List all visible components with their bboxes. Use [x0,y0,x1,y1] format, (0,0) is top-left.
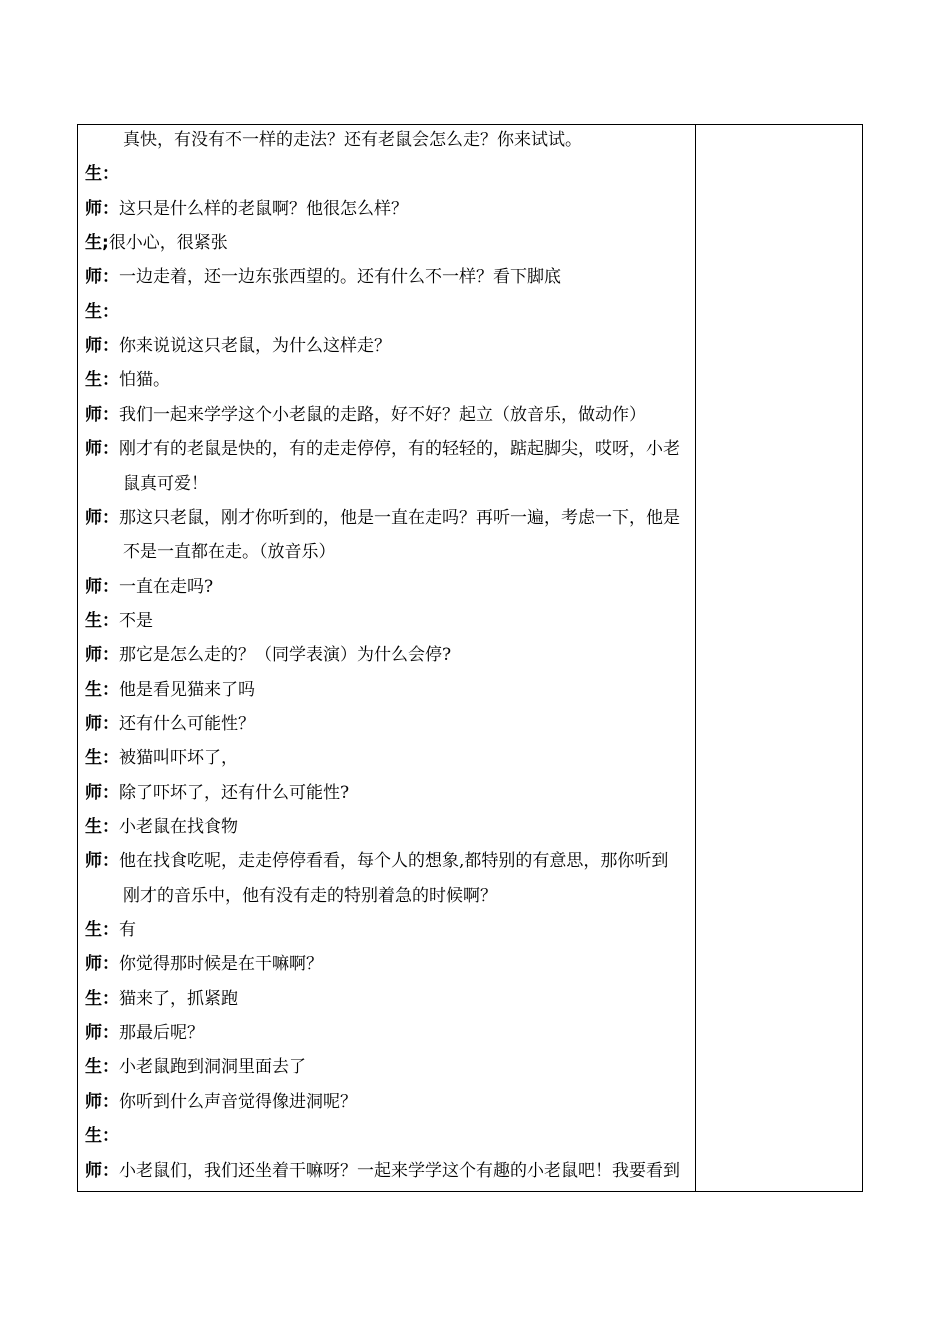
speaker-label: 师： [85,851,119,872]
line-text: 你来说说这只老鼠，为什么这样走？ [119,336,391,357]
transcript-line [85,604,153,638]
speaker-label: 生; [85,233,109,254]
line-text: 他在找食吃呢，走走停停看看，每个人的想象,都特别的有意思，那你听到 [119,851,669,872]
line-text: 不是一直都在走。（放音乐） [123,542,336,563]
transcript-line [85,707,255,741]
speaker-label: 生： [85,988,119,1009]
transcript-line [85,295,119,329]
transcript-line [85,638,451,672]
speaker-label: 师： [85,954,119,975]
speaker-label: 师： [85,645,119,666]
line-text: 小老鼠在找食物 [119,817,238,837]
transcript-line [85,913,136,947]
speaker-label: 师： [85,439,119,460]
speaker-label: 师： [85,336,119,357]
speaker-label: 师： [85,713,119,734]
line-text: 还有什么可能性？ [119,713,255,734]
transcript-lines [78,125,862,1191]
transcript-line [123,535,336,569]
line-text: 不是 [119,610,153,631]
speaker-label: 生： [85,301,119,322]
line-text: 我们一起来学学这个小老鼠的走路，好不好？起立（放音乐，做动作） [119,404,646,425]
speaker-label: 师： [85,198,119,219]
transcript-line [85,982,238,1016]
transcript-line [123,123,582,157]
speaker-label: 师： [85,267,119,288]
transcript-table [77,124,863,1192]
line-text: 那这只老鼠，刚才你听到的，他是一直在走吗？再听一遍，考虑一下，他是 [119,507,680,528]
transcript-line [85,1154,680,1188]
line-text: 刚才的音乐中，他有没有走的特别着急的时候啊？ [123,885,497,906]
line-text: 那它是怎么走的？（同学表演）为什么会停? [119,645,452,666]
speaker-label: 生： [85,164,119,185]
line-text: 你听到什么声音觉得像进洞呢？ [119,1091,357,1112]
line-text: 怕猫。 [119,370,170,391]
speaker-label: 师： [85,404,119,425]
transcript-line [85,947,323,981]
line-text: 你觉得那时候是在干嘛啊？ [119,954,323,975]
transcript-line [85,157,119,191]
transcript-line [85,741,238,775]
transcript-line [85,260,561,294]
transcript-line [123,467,208,501]
speaker-label: 生： [85,1126,119,1147]
line-text: 刚才有的老鼠是快的，有的走走停停，有的轻轻的，踮起脚尖，哎呀，小老 [119,439,680,460]
line-text: 这只是什么样的老鼠啊？他很怎么样？ [119,198,408,219]
line-text: 一边走着，还一边东张西望的。还有什么不一样？看下脚底 [119,267,561,288]
transcript-line [85,363,170,397]
transcript-line [85,432,680,466]
line-text: 除了吓坏了，还有什么可能性? [119,782,350,803]
line-text: 真快，有没有不一样的走法？还有老鼠会怎么走？你来试试。 [123,130,582,150]
line-text: 小老鼠跑到洞洞里面去了 [119,1057,306,1078]
speaker-label: 师： [85,782,119,803]
speaker-label: 生： [85,1057,119,1078]
transcript-line [85,1050,306,1084]
speaker-label: 生： [85,817,119,837]
speaker-label: 师： [85,1091,119,1112]
line-text: 鼠真可爱！ [123,473,208,494]
transcript-line [85,192,408,226]
line-text: 那最后呢？ [119,1023,204,1044]
speaker-label: 师： [85,576,119,597]
speaker-label: 师： [85,1023,119,1044]
transcript-line [123,879,497,913]
transcript-line [85,776,349,810]
speaker-label: 师： [85,507,119,528]
speaker-label: 生： [85,679,119,700]
transcript-line [85,501,680,535]
transcript-line [85,570,213,604]
line-text: 有 [119,920,136,941]
transcript-line [85,673,255,707]
line-text: 很小心，很紧张 [108,233,228,254]
line-text: 小老鼠们，我们还坐着干嘛呀？一起来学学这个有趣的小老鼠吧！我要看到 [119,1160,680,1181]
transcript-line [85,810,238,844]
speaker-label: 生： [85,370,119,391]
transcript-line [85,398,646,432]
transcript-line [85,1119,119,1153]
transcript-line [85,1016,204,1050]
transcript-line [85,1085,357,1119]
transcript-line [85,329,391,363]
speaker-label: 生： [85,920,119,941]
line-text: 被猫叫吓坏了， [119,748,238,769]
speaker-label: 生： [85,610,119,631]
transcript-line [85,226,228,260]
transcript-line [85,844,668,878]
line-text: 他是看见猫来了吗 [119,679,255,700]
line-text: 猫来了，抓紧跑 [119,988,238,1009]
line-text: 一直在走吗? [119,576,214,597]
speaker-label: 生： [85,748,119,769]
speaker-label: 师： [85,1160,119,1181]
